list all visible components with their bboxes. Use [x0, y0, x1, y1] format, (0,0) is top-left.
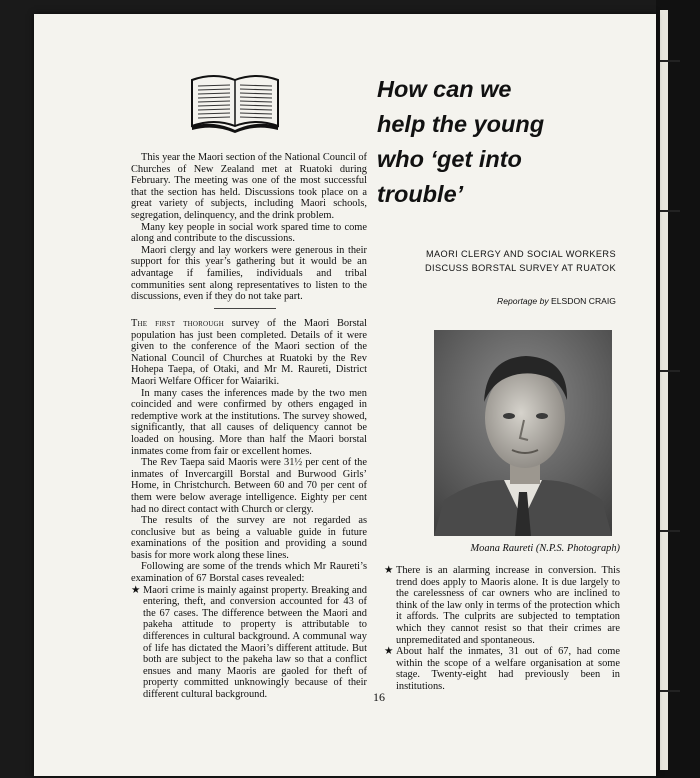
headline-line: who ‘get into [377, 146, 522, 172]
intro-paragraph: Maori clergy and lay workers were generous in their support for this year’s gathering but it would be an advantage if families, individuals and tribal communities sent along representatives to listen to the discussions, even if they do not take part. [131, 244, 367, 303]
byline-prefix: Reportage by [497, 296, 549, 306]
page-number: 16 [373, 690, 385, 704]
binding-stitch [660, 60, 680, 62]
body-paragraph: The results of the survey are not regarded as conclusive but as being a valuable guide in future examinations of the position and providing a sound basis for more work along these lines. [131, 515, 367, 561]
bullet-text: There is an alarming increase in conversion. This trend does apply to Maoris alone. It is due largely to the carelessness of car owners who are inclined to think of the law only in terms of the protection which it affords. The culprits are subjected to temptation which they cannot resist so that their crimes are unpremeditated and spontaneous. [396, 565, 620, 646]
body-column-left [131, 318, 367, 701]
headline-line: How can we [377, 76, 512, 102]
subheadline [404, 247, 616, 275]
body-paragraph: The Rev Taepa said Maoris were 31½ per cent of the inmates of Invercargill Borstal and Burwood Girls’ Home, in Christchurch. Between 60 and 70 per cent of them were below average intelligence. Eighty per cent had no direct contact with Church or clergy. [131, 457, 367, 515]
binding-stitch [660, 530, 680, 532]
bullet-text: Maori crime is mainly against property. Breaking and entering, theft, and conversion accounted for 43 of the 67 cases. The difference between the Maori and pakeha attitude to property is attributable to differences in cultural background. A communal way of life has dictated the Maori’s different attitude. But both are subject to the pakeha law so that a conflict ensues and many Maoris are gaoled for theft of property committed unknowingly because of their different cultural background. [143, 584, 367, 700]
headline [377, 72, 617, 212]
lead-paragraph-text: survey of the Maori Borstal population has just been completed. Details of it were given to the conference of the Maori section of the National Council of Churches at Ruatoki by the Rev Hohepa Taepa, of Otaki, and Mr M. Raureti, District Maori Welfare Officer for Waiariki. [131, 318, 368, 387]
bullet-item [131, 585, 367, 701]
section-divider [214, 308, 276, 309]
body-paragraph [131, 318, 367, 388]
star-bullet-icon: ★ [384, 646, 394, 658]
byline [440, 296, 616, 306]
binding-stitch [660, 370, 680, 372]
star-bullet-icon: ★ [131, 584, 141, 596]
headline-line: help the young [377, 111, 545, 137]
book-binding [656, 0, 700, 778]
facing-page-edge [660, 10, 668, 770]
open-book-icon [190, 72, 280, 134]
body-column-right [384, 565, 620, 693]
binding-stitch [660, 690, 680, 692]
star-bullet-icon: ★ [384, 565, 394, 576]
lead-in: The first thorough [131, 318, 225, 329]
photo-caption: Moana Raureti (N.P.S. Photograph) [470, 543, 620, 554]
subheadline-line: MAORI CLERGY AND SOCIAL WORKERS [425, 249, 616, 259]
portrait-photo [434, 330, 612, 536]
bullet-item [384, 565, 620, 646]
intro-paragraph: Many key people in social work spared time to come along and contribute to the discussions. [131, 221, 367, 245]
binding-stitch [660, 210, 680, 212]
body-paragraph: In many cases the inferences made by the two men coincided and were confirmed by others engaged in redemptive work at the institutions. The survey showed, significantly, that all causes of deliquency cannot be loaded on housing. More than half the Maori borstal inmates come from fair or excellent homes. [131, 387, 367, 457]
subheadline-line: DISCUSS BORSTAL SURVEY AT RUATOK [425, 263, 616, 273]
bullet-text: About half the inmates, 31 out of 67, had come within the scope of a welfare organisation at some stage. Twenty-eight had previously been in institutions. [396, 646, 620, 692]
body-paragraph: Following are some of the trends which Mr Raureti’s examination of 67 Borstal cases revealed: [131, 561, 367, 585]
headline-line: trouble’ [377, 181, 464, 207]
intro-paragraph: This year the Maori section of the National Council of Churches of New Zealand met at Ruatoki during February. The meeting was one of the most successful that the section has held. Discussions took place on a great variety of subjects, including Maori schools, segregation, delinquency, and the drink problem. [131, 152, 367, 221]
intro-column [131, 152, 367, 303]
byline-author: ELSDON CRAIG [551, 296, 616, 306]
bullet-item [384, 646, 620, 692]
